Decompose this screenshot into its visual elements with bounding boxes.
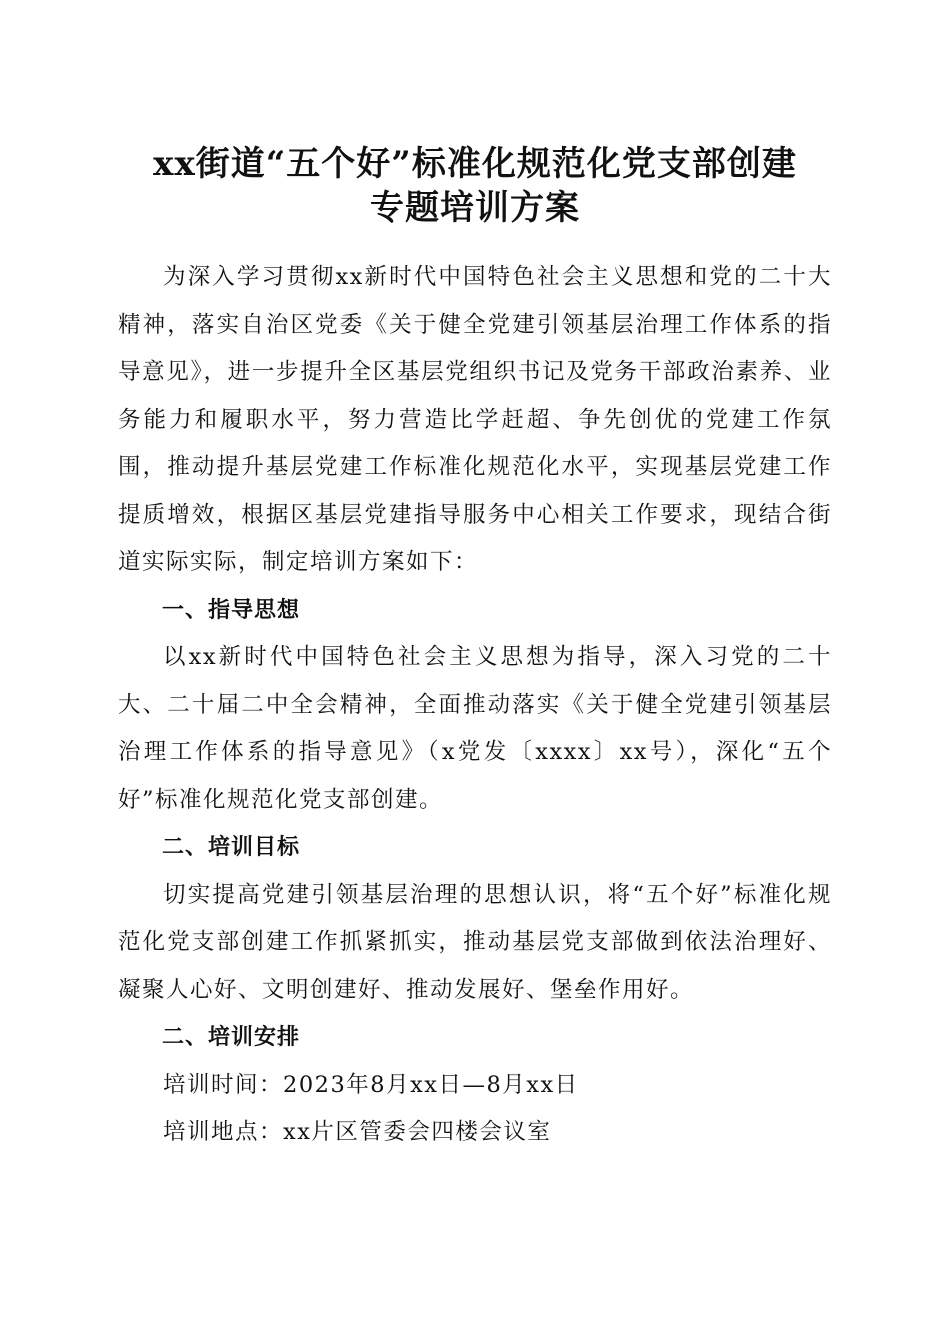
training-location: 培训地点：xx片区管委会四楼会议室 [163, 1119, 552, 1145]
section-body-guiding-ideology: 以xx新时代中国特色社会主义思想为指导，深入习党的二十大、二十届二中全会精神，全面推动落实《关于健全党建引领基层治理工作体系的指导意见》（x党发〔xxxx〕xx号），深化“五个好”标准化规范化党支部创建。 [118, 644, 832, 813]
document-body [118, 254, 832, 1157]
intro-paragraph: 为深入学习贯彻xx新时代中国特色社会主义思想和党的二十大精神，落实自治区党委《关于健全党建引领基层治理工作体系的指导意见》，进一步提升全区基层党组织书记及党务干部政治素养、业务能力和履职水平，努力营造比学赶超、争先创优的党建工作氛围，推动提升基层党建工作标准化规范化水平，实现基层党建工作提质增效，根据区基层党建指导服务中心相关工作要求，现结合街道实际实际，制定培训方案如下： [118, 264, 832, 575]
training-time: 培训时间：2023年8月xx日—8月xx日 [163, 1071, 579, 1098]
section-heading-training-goals: 二、培训目标 [162, 835, 301, 860]
section-heading-training-arrangement: 二、培训安排 [162, 1025, 301, 1050]
section-heading-guiding-ideology: 一、指导思想 [162, 597, 301, 623]
section-body-training-goals: 切实提高党建引领基层治理的思想认识，将“五个好”标准化规范化党支部创建工作抓紧抓实，推动基层党支部做到依法治理好、凝聚人心好、文明创建好、推动发展好、堡垒作用好。 [118, 881, 832, 1003]
document-title-line-2: 专题培训方案 [370, 188, 580, 228]
document-title-line-1: xx街道“五个好”标准化规范化党支部创建 [153, 144, 797, 184]
